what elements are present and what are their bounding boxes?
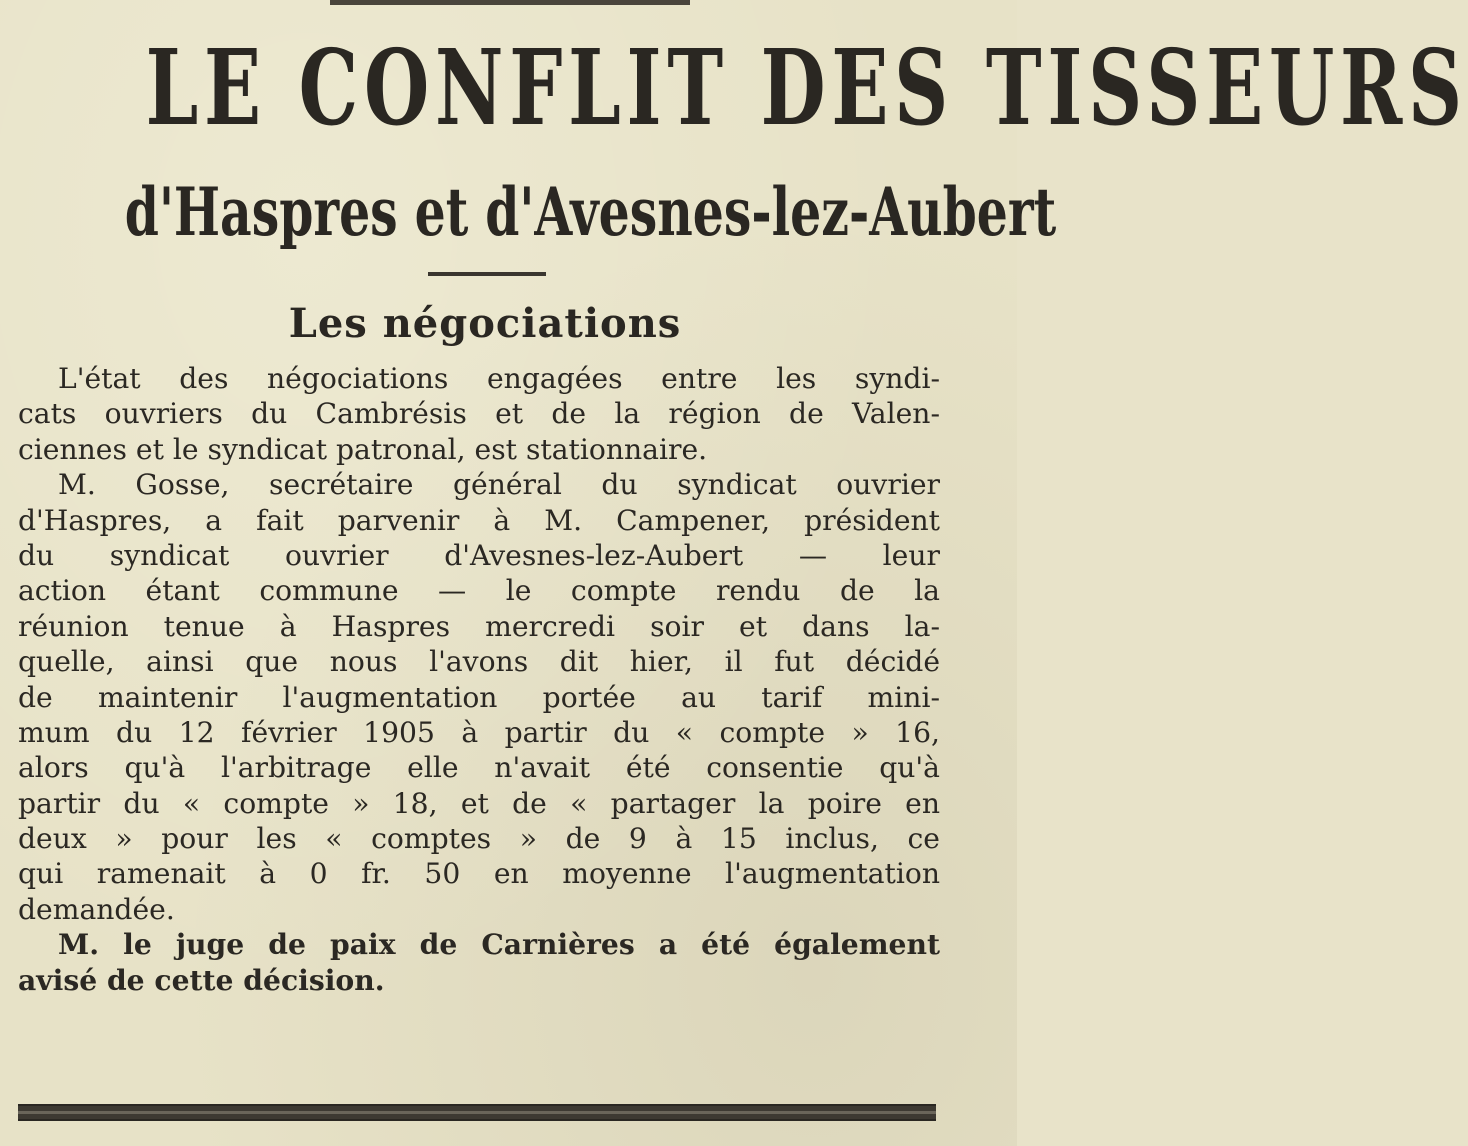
paragraph-3 — [18, 927, 940, 998]
text-line: quelle, ainsi que nous l'avons dit hier, il fut décidé — [18, 645, 940, 679]
text-line: action étant commune — le compte rendu de la — [18, 574, 940, 608]
text-line: d'Haspres, a fait parvenir à M. Campener, président — [18, 503, 940, 537]
separator-rule — [428, 272, 546, 276]
text-line: M. Gosse, secrétaire général du syndicat ouvrier — [58, 468, 940, 502]
text-line: M. le juge de paix de Carnières a été également — [58, 928, 940, 962]
paragraph-1 — [18, 361, 940, 467]
text-line: réunion tenue à Haspres mercredi soir et dans la- — [18, 609, 940, 643]
bottom-rule — [18, 1104, 936, 1121]
text-line: partir du « compte » 18, et de « partager la poire en — [18, 786, 940, 820]
text-line: de maintenir l'augmentation portée au tarif mini- — [18, 680, 940, 714]
text-line: ciennes et le syndicat patronal, est stationnaire. — [18, 432, 708, 466]
top-rule — [330, 0, 690, 5]
text-line: du syndicat ouvrier d'Avesnes-lez-Aubert — leur — [18, 538, 940, 572]
text-line: qui ramenait à 0 fr. 50 en moyenne l'augmentation — [18, 857, 940, 891]
text-line: mum du 12 février 1905 à partir du « compte » 16, — [18, 715, 940, 749]
paragraph-2 — [18, 467, 940, 927]
text-line: cats ouvriers du Cambrésis et de la région de Valen- — [18, 397, 940, 431]
article-body — [18, 361, 940, 998]
subheadline: d'Haspres et d'Avesnes-lez-Aubert — [124, 173, 1057, 251]
section-heading: Les négociations — [288, 300, 682, 347]
headline: LE CONFLIT DES TISSEURS — [145, 26, 1468, 149]
text-line: avisé de cette décision. — [18, 963, 385, 997]
text-line: L'état des négociations engagées entre les syndi- — [58, 362, 940, 395]
text-line: demandée. — [18, 892, 175, 926]
text-line: alors qu'à l'arbitrage elle n'avait été consentie qu'à — [18, 751, 940, 785]
bottom-rule-texture — [18, 1111, 936, 1114]
text-line: deux » pour les « comptes » de 9 à 15 inclus, ce — [18, 822, 940, 856]
